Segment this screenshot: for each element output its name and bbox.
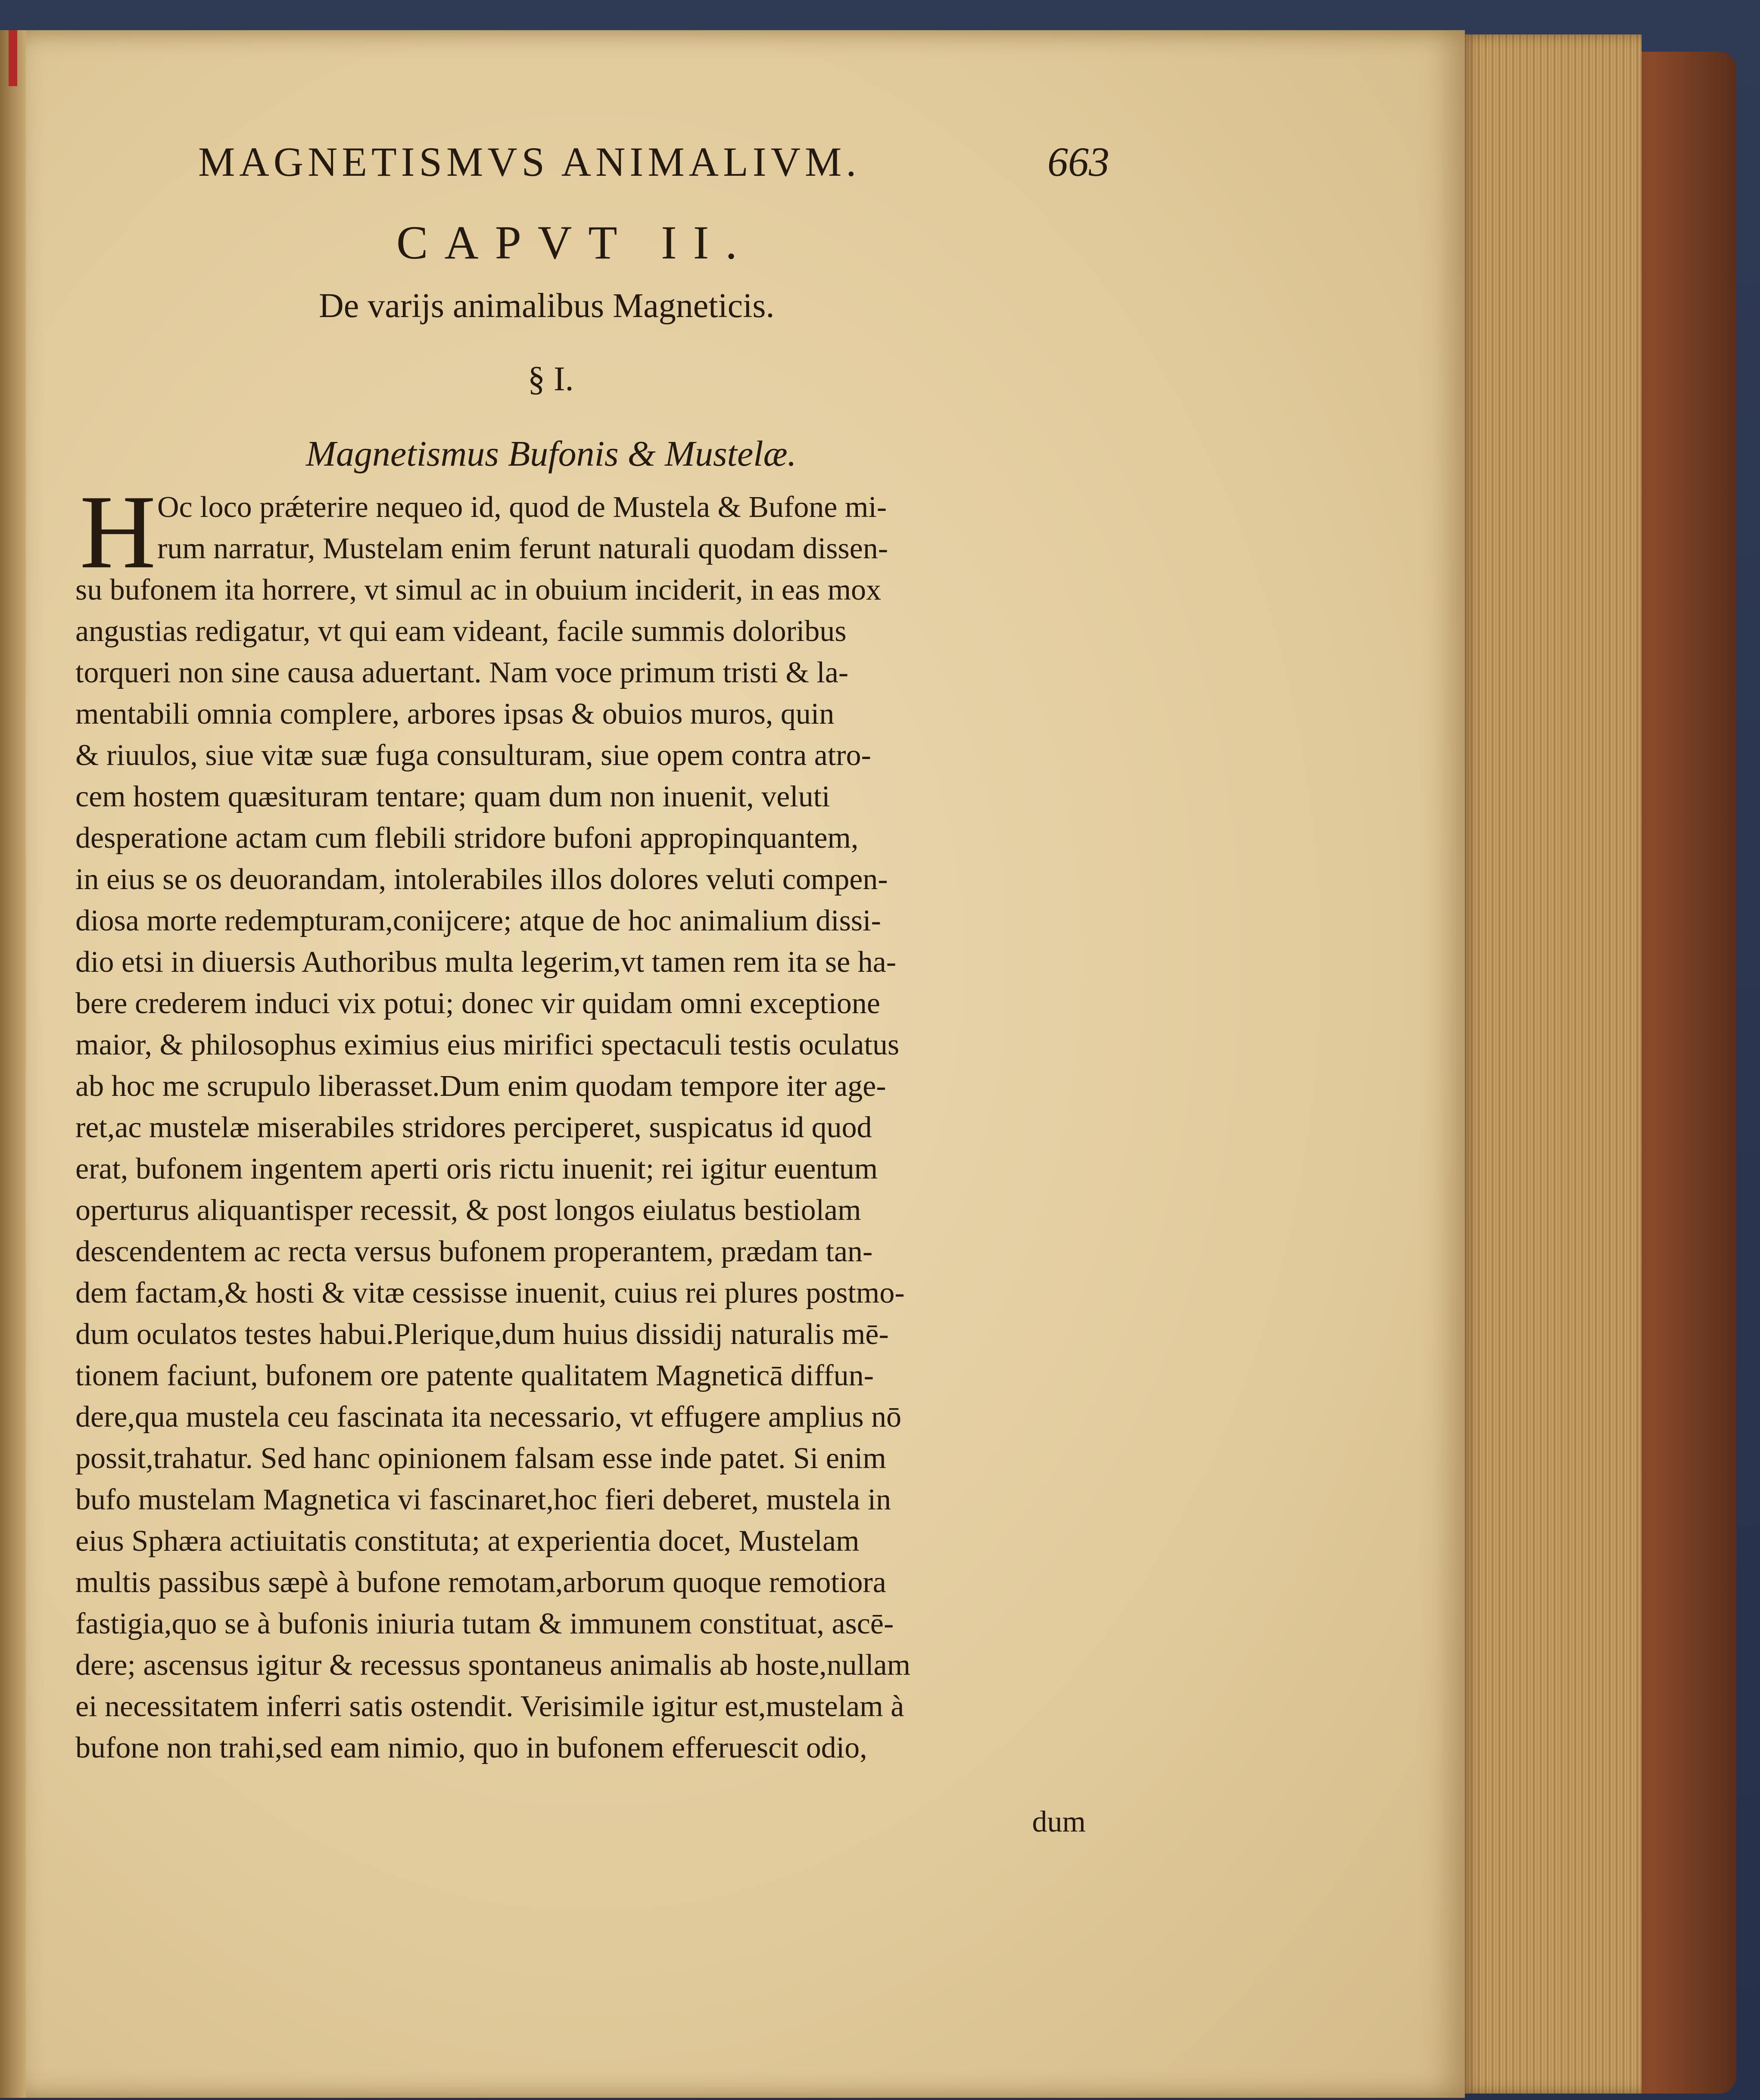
text-line: in eius se os deuorandam, intolerabiles illos dolores veluti compen- bbox=[75, 863, 888, 896]
text-line: dere,qua mustela ceu fascinata ita necessario, vt effugere amplius nō bbox=[75, 1400, 902, 1434]
running-head: MAGNETISMVS ANIMALIVM. bbox=[198, 139, 861, 185]
drop-cap: H bbox=[80, 473, 156, 590]
text-line: & riuulos, siue vitæ suæ fuga consulturam, siue opem contra atro- bbox=[75, 739, 871, 772]
section-title: Magnetismus Bufonis & Mustelæ. bbox=[306, 434, 797, 474]
body-text bbox=[75, 473, 1079, 1857]
page-edges bbox=[1461, 34, 1642, 2094]
text-line: tionem faciunt, bufonem ore patente qualitatem Magneticā diffun- bbox=[75, 1359, 874, 1392]
section-mark: § I. bbox=[528, 360, 574, 398]
text-line: ab hoc me scrupulo liberasset.Dum enim quodam tempore iter age- bbox=[75, 1070, 886, 1103]
text-line: bere crederem induci vix potui; donec vir quidam omni exceptione bbox=[75, 987, 880, 1020]
text-line: multis passibus sæpè à bufone remotam,arborum quoque remotiora bbox=[75, 1566, 886, 1599]
text-line: eius Sphæra actiuitatis constituta; at experientia docet, Mustelam bbox=[75, 1524, 860, 1558]
gutter bbox=[0, 30, 26, 2098]
text-line: dio etsi in diuersis Authoribus multa legerim,vt tamen rem ita se ha- bbox=[75, 946, 897, 979]
text-line: Oc loco prǽterire nequeo id, quod de Mustela & Bufone mi- bbox=[157, 491, 887, 524]
spine-ribbon bbox=[9, 30, 17, 86]
text-line: dem factam,& hosti & vitæ cessisse inuenit, cuius rei plures postmo- bbox=[75, 1276, 905, 1310]
chapter-title: CAPVT II. bbox=[396, 216, 754, 269]
text-line: dere; ascensus igitur & recessus spontaneus animalis ab hoste,nullam bbox=[75, 1649, 911, 1682]
text-line: desperatione actam cum flebili stridore bufoni appropinquantem, bbox=[75, 821, 859, 855]
text-line: torqueri non sine causa aduertant. Nam voce primum tristi & la- bbox=[75, 656, 849, 689]
text-line: dum oculatos testes habui.Plerique,dum huius dissidij naturalis mē- bbox=[75, 1318, 889, 1351]
text-line: bufone non trahi,sed eam nimio, quo in bufonem efferuescit odio, bbox=[75, 1731, 867, 1764]
catchword: dum bbox=[1032, 1805, 1086, 1839]
text-line: angustias redigatur, vt qui eam videant, facile summis doloribus bbox=[75, 615, 847, 648]
text-line: descendentem ac recta versus bufonem properantem, prædam tan- bbox=[75, 1235, 873, 1268]
text-line: fastigia,quo se à bufonis iniuria tutam & immunem constituat, ascē- bbox=[75, 1607, 894, 1640]
text-line: cem hostem quæsituram tentare; quam dum non inuenit, veluti bbox=[75, 780, 830, 813]
text-line: possit,trahatur. Sed hanc opinionem falsam esse inde patet. Si enim bbox=[75, 1442, 886, 1475]
text-line: diosa morte redempturam,conijcere; atque de hoc animalium dissi- bbox=[75, 904, 881, 937]
text-line: rum narratur, Mustelam enim ferunt naturali quodam dissen- bbox=[157, 532, 888, 565]
chapter-subtitle: De varijs animalibus Magneticis. bbox=[319, 287, 775, 325]
text-line: ret,ac mustelæ miserabiles stridores perciperet, suspicatus id quod bbox=[75, 1111, 872, 1144]
text-line: operturus aliquantisper recessit, & post longos eiulatus bestiolam bbox=[75, 1194, 861, 1227]
text-line: erat, bufonem ingentem aperti oris rictu inuenit; rei igitur euentum bbox=[75, 1152, 878, 1185]
text-line: bufo mustelam Magnetica vi fascinaret,hoc fieri deberet, mustela in bbox=[75, 1483, 891, 1516]
text-line: ei necessitatem inferri satis ostendit. Verisimile igitur est,mustelam à bbox=[75, 1690, 904, 1723]
page-number: 663 bbox=[1047, 139, 1109, 185]
text-line: su bufonem ita horrere, vt simul ac in obuium inciderit, in eas mox bbox=[75, 573, 882, 607]
text-line: maior, & philosophus eximius eius mirifici spectaculi testis oculatus bbox=[75, 1028, 900, 1061]
text-line: mentabili omnia complere, arbores ipsas & obuios muros, quin bbox=[75, 697, 835, 731]
